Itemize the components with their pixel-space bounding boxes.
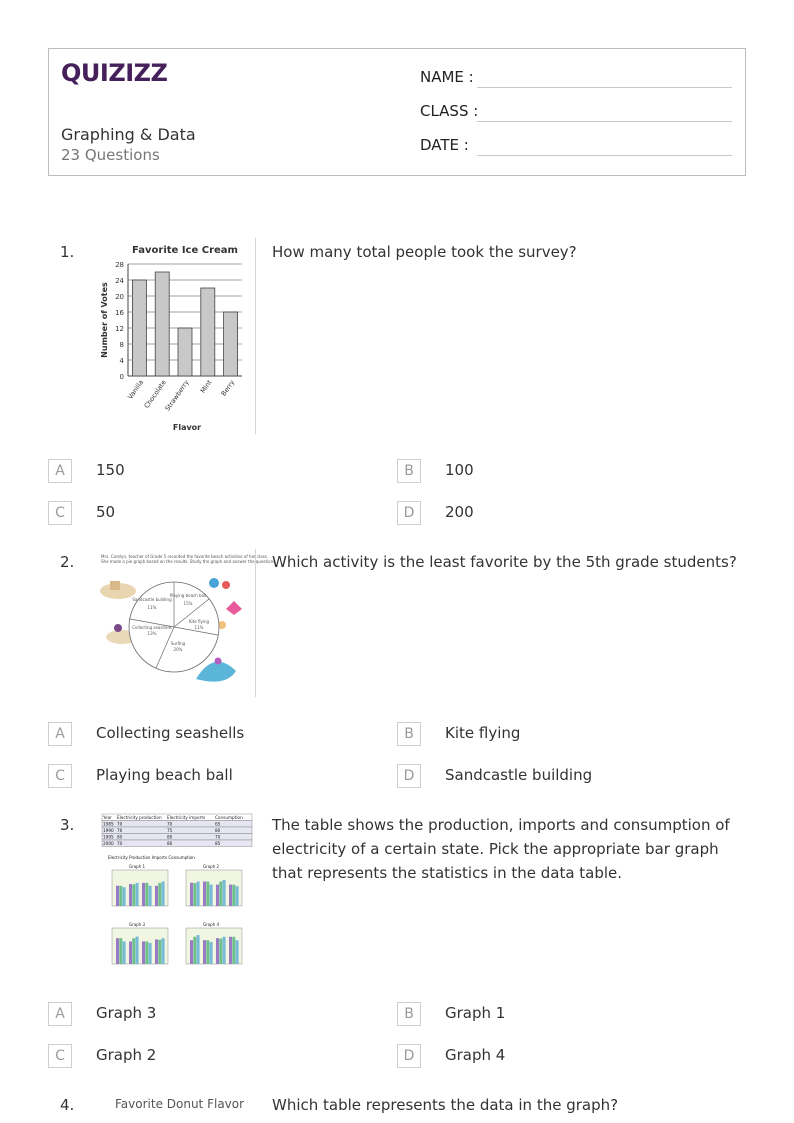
question-3-image [96, 812, 256, 976]
question-4-text: Which table represents the data in the graph? [272, 1096, 619, 1114]
graph-bar [216, 885, 219, 906]
graph-label: Graph 2 [202, 864, 220, 869]
y-tick-label: 20 [115, 293, 124, 301]
option-letter: C [48, 501, 72, 525]
graph-bar [210, 885, 213, 906]
pie-slice-label: Collecting seashells [132, 625, 172, 630]
option-letter: A [48, 722, 72, 746]
pie-slice-pct: 13% [147, 631, 157, 636]
quizizz-logo: QUIZIZZ [61, 59, 168, 87]
pie-slice-pct: 11% [194, 625, 204, 630]
y-tick-label: 8 [119, 341, 124, 349]
table-cell: 70 [215, 834, 221, 840]
x-tick-label: Chocolate [142, 378, 168, 410]
question-3-number: 3. [60, 816, 75, 834]
graph-bar [223, 880, 226, 906]
y-axis-label: Number of Votes [100, 282, 109, 358]
pie-slice-pct: 15% [183, 601, 193, 606]
option-text: 50 [96, 503, 116, 521]
option-letter: D [397, 764, 421, 788]
option-text: 200 [445, 503, 474, 521]
bar-berry [224, 312, 238, 376]
graph-bar [116, 886, 119, 906]
graph-bar [155, 886, 158, 906]
option-letter: A [48, 459, 72, 483]
graph-bar [232, 885, 235, 906]
y-tick-label: 28 [115, 261, 124, 269]
table-cell: 70 [167, 821, 173, 827]
graph-bar [193, 937, 196, 964]
table-cell: 70 [117, 821, 123, 827]
graph-bar [132, 884, 135, 906]
graph-bar [145, 883, 148, 906]
graph-bar [190, 940, 193, 964]
table-cell: 1990 [103, 828, 114, 833]
beach-activities-pie-chart [96, 549, 277, 697]
graph-bar [149, 886, 152, 906]
graph-label: Graph 4 [202, 922, 220, 927]
pie-slice-label: Surfing [170, 641, 186, 646]
table-cell: Electricity imports [167, 815, 206, 820]
option-text: Sandcastle building [445, 766, 593, 784]
question-count: 23 Questions [61, 146, 160, 164]
name-line[interactable] [477, 87, 732, 88]
x-tick-label: Vanilla [126, 378, 146, 401]
x-tick-label: Strawberry [163, 378, 191, 413]
graph-bar [219, 939, 222, 965]
chart-title: Favorite Ice Cream [132, 245, 238, 256]
graph-bar [158, 883, 161, 906]
option-text: Graph 1 [445, 1004, 506, 1022]
option-text: Collecting seashells [96, 724, 245, 742]
electricity-table-and-graphs [96, 812, 254, 976]
graph-bar [155, 939, 158, 964]
graph-bar [223, 937, 226, 964]
pie-slice-pct: 11% [147, 605, 157, 610]
question-1-text: How many total people took the survey? [272, 243, 577, 261]
bar-chocolate [155, 272, 169, 376]
graph-bar [116, 938, 119, 964]
graph-bar [210, 942, 213, 964]
y-tick-label: 0 [119, 373, 124, 381]
graph-bar [119, 886, 122, 906]
class-line[interactable] [477, 121, 732, 122]
graph-bar [129, 941, 132, 964]
graph-bar [203, 882, 206, 906]
graph-bar [229, 885, 232, 906]
table-row [102, 821, 252, 828]
question-4-number: 4. [60, 1096, 75, 1114]
graph-bar [123, 941, 126, 964]
graph-bar [132, 938, 135, 964]
table-cell: 80 [167, 834, 173, 840]
graph-bar [203, 940, 206, 964]
graph-bar [123, 887, 126, 906]
graph-bar [136, 883, 139, 906]
table-cell: 80 [167, 841, 173, 846]
ice-cream-bar-chart [96, 238, 254, 434]
option-letter: B [397, 1002, 421, 1026]
child-figure [114, 624, 122, 632]
bar-vanilla [132, 280, 146, 376]
graph-bar [206, 940, 209, 964]
option-letter: B [397, 722, 421, 746]
graph-bar [145, 941, 148, 964]
graph-legend: Electricity Production Imports Consumption [108, 855, 195, 860]
question-2-image [96, 549, 277, 697]
pie [129, 582, 219, 672]
surfer-figure [215, 658, 222, 665]
beach-ball-illustration-2 [222, 581, 230, 589]
option-text: Playing beach ball [96, 766, 233, 784]
x-tick-label: Berry [219, 378, 237, 398]
graph-bar [129, 884, 132, 906]
sandcastle-tower [110, 581, 120, 590]
graph-bar [206, 882, 209, 906]
pie-intro-line1: Mrs. Carolyn, teacher of Grade 5 recorded the favorite beach activities of her class. [101, 554, 269, 559]
graph-bar [229, 937, 232, 964]
option-letter: B [397, 459, 421, 483]
option-text: Graph 2 [96, 1046, 157, 1064]
table-row [102, 834, 252, 841]
graph-bar [219, 882, 222, 906]
graph-bar [162, 938, 165, 964]
table-cell: 70 [117, 841, 123, 846]
table-cell: 80 [215, 828, 221, 833]
class-field[interactable] [420, 102, 732, 124]
graph-bar [197, 882, 200, 906]
table-row [102, 827, 252, 834]
date-label: DATE : [420, 136, 469, 154]
graph-bar [149, 943, 152, 964]
graph-bar [216, 938, 219, 964]
option-text: Graph 4 [445, 1046, 506, 1064]
table-cell: 1985 [103, 821, 114, 827]
worksheet-title: Graphing & Data [61, 125, 196, 144]
option-letter: C [48, 1044, 72, 1068]
table-cell: 76 [117, 828, 123, 833]
name-label: NAME : [420, 68, 474, 86]
date-field[interactable] [420, 136, 732, 158]
question-4-image-caption: Favorite Donut Flavor [115, 1097, 245, 1111]
graph-bar [142, 883, 145, 906]
table-row [102, 840, 252, 847]
class-label: CLASS : [420, 102, 479, 120]
x-axis-label: Flavor [172, 423, 202, 432]
date-line[interactable] [477, 155, 732, 156]
graph-bar [136, 937, 139, 964]
graph-bar [197, 935, 200, 964]
graph-bar [232, 937, 235, 964]
table-cell: 85 [215, 841, 221, 846]
graph-bar [119, 938, 122, 964]
table-cell: 65 [215, 821, 221, 827]
table-cell: 75 [167, 828, 173, 833]
table-cell: 1995 [103, 834, 114, 840]
x-tick-label: Mint [198, 378, 214, 395]
beach-ball-illustration [209, 578, 219, 588]
graph-bar [162, 881, 165, 906]
graph-label: Graph 3 [128, 922, 146, 927]
question-2-text: Which activity is the least favorite by the 5th grade students? [272, 553, 737, 571]
option-text: 150 [96, 461, 125, 479]
graph-bar [193, 883, 196, 906]
bar-strawberry [178, 328, 192, 376]
table-cell: Electricity production [117, 815, 162, 820]
option-letter: D [397, 501, 421, 525]
option-letter: D [397, 1044, 421, 1068]
question-1-number: 1. [60, 243, 75, 261]
surf-wave-illustration [196, 662, 236, 682]
kite-illustration [226, 601, 242, 615]
question-3-text: The table shows the production, imports and consumption of electricity of a certain state. Pick the appropriate bar graph that represents the statistics in the data table. [272, 816, 730, 882]
graph-bar [190, 883, 193, 906]
option-text: Graph 3 [96, 1004, 157, 1022]
graph-label: Graph 1 [128, 864, 146, 869]
table-cell: 2000 [103, 841, 114, 846]
pie-slice-label: Kite flying [188, 619, 210, 624]
table-cell: Consumption [215, 815, 243, 820]
option-letter: A [48, 1002, 72, 1026]
y-tick-label: 4 [119, 357, 124, 365]
pie-slice-label: Sandcastle building [132, 597, 172, 602]
pie-slice-pct: 20% [173, 647, 183, 652]
table-cell: 80 [117, 834, 123, 840]
pie-intro-line2: She made a pie graph based on the results. Study the graph and answer the questions. [101, 559, 277, 564]
graph-bar [142, 941, 145, 964]
y-tick-label: 24 [115, 277, 124, 285]
question-2-number: 2. [60, 553, 75, 571]
option-text: Kite flying [445, 724, 521, 742]
bar-mint [201, 288, 215, 376]
option-text: 100 [445, 461, 474, 479]
pie-slice-label: Playing beach ball [169, 593, 207, 598]
y-tick-label: 16 [115, 309, 124, 317]
question-1-image [96, 238, 256, 434]
graph-bar [236, 886, 239, 906]
name-field[interactable] [420, 68, 732, 90]
worksheet-header [48, 48, 746, 176]
y-tick-label: 12 [115, 325, 124, 333]
graph-bar [236, 940, 239, 964]
graph-bar [158, 940, 161, 964]
table-cell: Year [103, 815, 112, 820]
option-letter: C [48, 764, 72, 788]
